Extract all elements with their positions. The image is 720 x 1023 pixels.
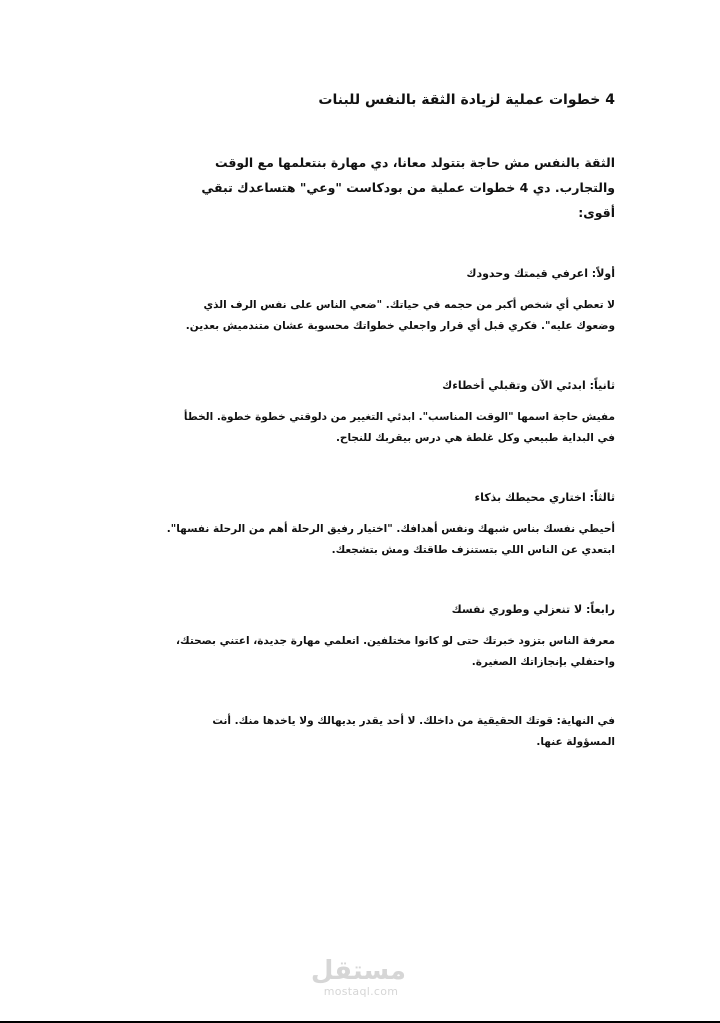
- section-3: [165, 489, 615, 561]
- section-2: [165, 377, 615, 449]
- section-body: مفيش حاجة اسمها "الوقت المناسب". ابدئي التغيير من دلوقتي خطوة خطوة. الخطأ في البداية طبيعي وكل غلطة هي درس بيقربك للنجاح.: [183, 411, 615, 444]
- section-heading: ثالثاً: اختاري محيطك بذكاء: [474, 491, 615, 504]
- section-body: أحيطي نفسك بناس شبهك ونفس أهدافك. "اختيار رفيق الرحلة أهم من الرحلة نفسها". ابتعدي عن الناس اللي بتستنزف طاقتك ومش بتشجعك.: [166, 523, 615, 556]
- document-title: 4 خطوات عملية لزيادة الثقة بالنفس للبنات: [318, 92, 615, 108]
- section-body: لا تعطي أي شخص أكبر من حجمه في حياتك. "ضعي الناس على نفس الرف الذي وضعوك عليه". فكري قبل أي قرار واجعلي خطواتك محسوبة عشان متندميش بعدين.: [185, 299, 615, 332]
- section-heading: ثانياً: ابدئي الآن وتقبلي أخطاءك: [442, 379, 615, 392]
- section-body: معرفة الناس بتزود خبرتك حتى لو كانوا مختلفين. اتعلمي مهارة جديدة، اعتني بصحتك، واحتفلي بإنجازاتك الصغيرة.: [176, 635, 615, 668]
- section-heading: أولاً: اعرفي قيمتك وحدودك: [466, 267, 615, 280]
- section-4: [165, 601, 615, 673]
- section-1: [165, 265, 615, 337]
- mostaql-watermark: [310, 956, 406, 998]
- intro-paragraph: الثقة بالنفس مش حاجة بتتولد معانا، دي مهارة بنتعلمها مع الوقت والتجارب. دي 4 خطوات عملية من بودكاست "وعي" هتساعدك تبقي أقوى:: [201, 155, 615, 220]
- watermark-logo: مستقل: [310, 956, 406, 986]
- section-heading: رابعاً: لا تنعزلي وطوري نفسك: [451, 603, 615, 616]
- watermark-url: mostaql.com: [323, 985, 399, 998]
- document-content: [165, 88, 615, 753]
- conclusion-paragraph: في النهاية: قوتك الحقيقية من داخلك. لا أحد يقدر يديهالك ولا ياخدها منك. أنت المسؤولة عنها.: [212, 715, 615, 748]
